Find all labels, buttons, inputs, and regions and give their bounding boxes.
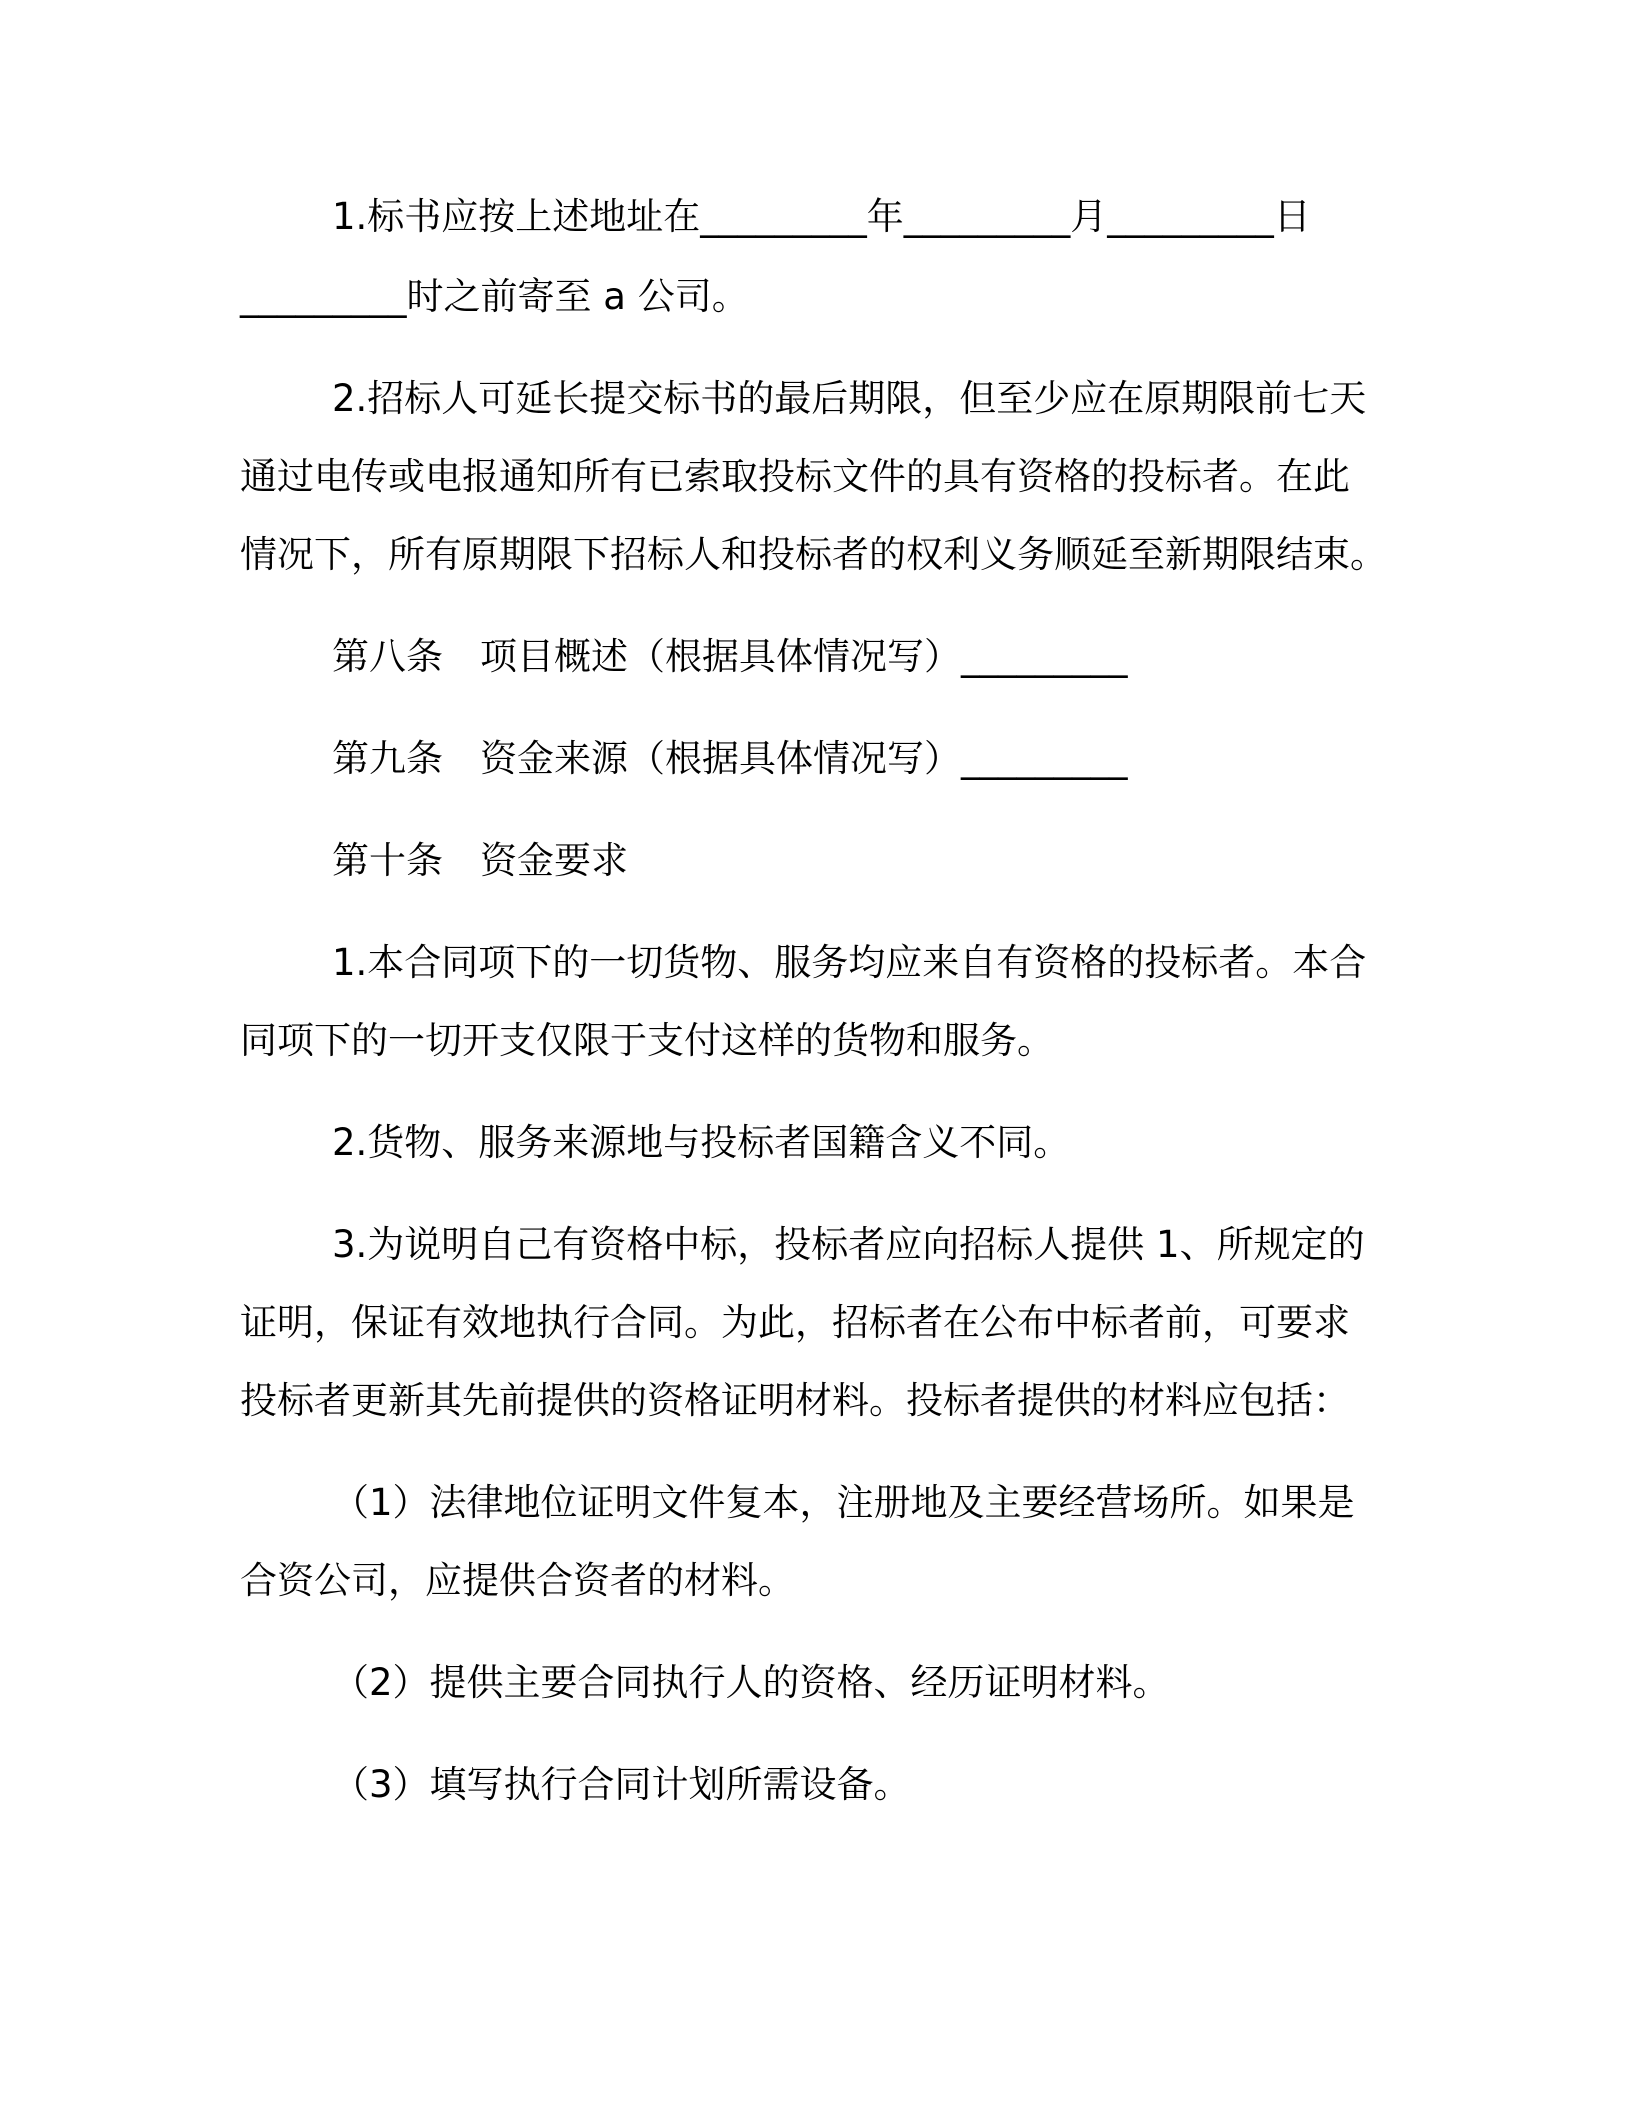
paragraph-2-line-2: 通过电传或电报通知所有已索取投标文件的具有资格的投标者。在此 <box>240 455 1350 498</box>
paragraph-1-line-1: 1.标书应按上述地址在_________年_________月_________日 <box>332 195 1311 238</box>
article-8-heading: 第八条 项目概述（根据具体情况写）_________ <box>332 635 1128 678</box>
paragraph-4: 2.货物、服务来源地与投标者国籍含义不同。 <box>332 1121 1071 1164</box>
paragraph-5-line-2: 证明，保证有效地执行合同。为此，招标者在公布中标者前，可要求 <box>240 1301 1350 1344</box>
paragraph-3-line-1: 1.本合同项下的一切货物、服务均应来自有资格的投标者。本合 <box>332 941 1367 984</box>
paragraph-2-line-3: 情况下，所有原期限下招标人和投标者的权利义务顺延至新期限结束。 <box>240 533 1387 576</box>
paragraph-3-line-2: 同项下的一切开支仅限于支付这样的货物和服务。 <box>240 1019 1054 1062</box>
list-item-1-line-2: 合资公司，应提供合资者的材料。 <box>240 1559 795 1602</box>
article-10-heading: 第十条 资金要求 <box>332 839 628 882</box>
list-item-3: （3）填写执行合同计划所需设备。 <box>332 1763 911 1806</box>
paragraph-5-line-3: 投标者更新其先前提供的资格证明材料。投标者提供的材料应包括： <box>240 1379 1350 1422</box>
paragraph-2-line-1: 2.招标人可延长提交标书的最后期限，但至少应在原期限前七天 <box>332 377 1367 420</box>
paragraph-1-line-2: _________时之前寄至 a 公司。 <box>240 275 749 318</box>
paragraph-5-line-1: 3.为说明自己有资格中标，投标者应向招标人提供 1、所规定的 <box>332 1223 1365 1266</box>
list-item-2: （2）提供主要合同执行人的资格、经历证明材料。 <box>332 1661 1170 1704</box>
article-9-heading: 第九条 资金来源（根据具体情况写）_________ <box>332 737 1128 780</box>
list-item-1-line-1: （1）法律地位证明文件复本，注册地及主要经营场所。如果是 <box>332 1481 1355 1524</box>
